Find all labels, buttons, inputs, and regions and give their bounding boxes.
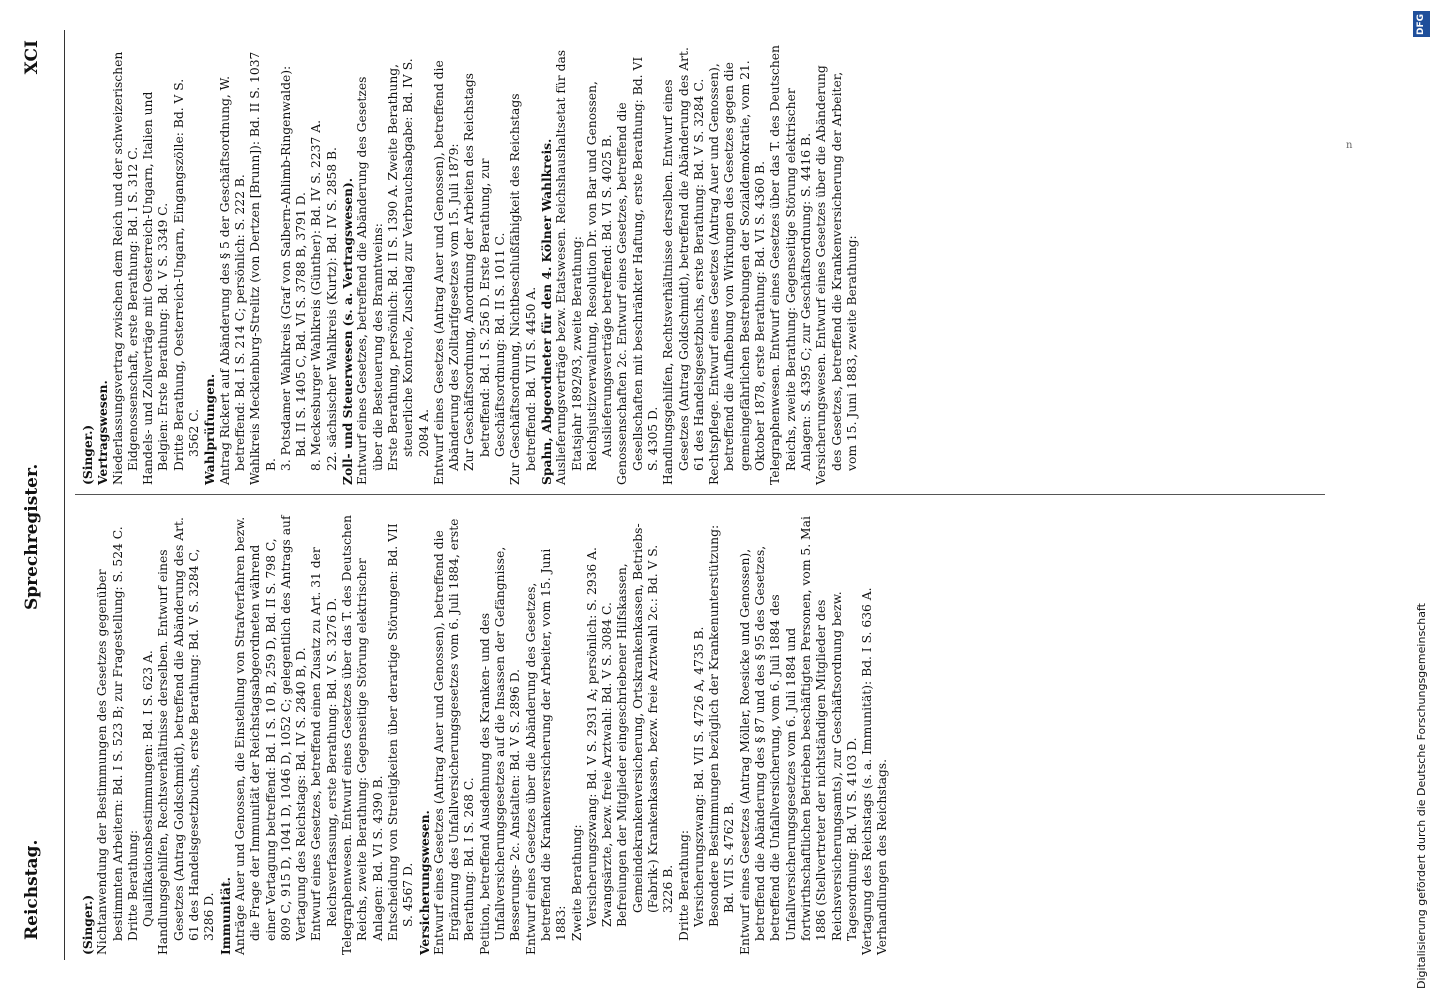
register-entry: Besondere Bestimmungen bezüglich der Krankenunterstützung: Bd. VII S. 4762 B. <box>707 524 737 927</box>
register-entry: Handlungsgehilfen, Rechtsverhältnisse derselben. Entwurf eines Gesetzes (Antrag Goldschmidt), betreffend die Abänderung des Art. 61 des Handelsgesetzbuchs, erste Berathung: Bd. V S. 3284 C. <box>661 47 706 485</box>
register-entry: 8. Meckesburger Wahlkreis (Günther): Bd. IV S. 2237 A. <box>309 119 324 471</box>
right-column <box>80 45 860 485</box>
left-column <box>80 515 891 955</box>
register-entry: Dritte Berathung: <box>125 830 140 941</box>
register-entry: 22. sächsischer Wahlkreis (Kurtz): Bd. IV S. 2858 B. <box>324 147 339 471</box>
register-heading: Immunität. <box>217 877 233 955</box>
column-divider <box>75 494 1325 495</box>
dfg-sidebar <box>1411 5 1432 995</box>
header-rule <box>64 30 65 960</box>
register-entry: Telegraphenwesen. Entwurf eines Gesetzes über das T. des Deutschen Reichs, zweite Berathung: Gegenseitige Störung elektrischer Anlagen: Bd. VI S. 4390 B. <box>340 515 385 955</box>
register-entry: Versicherungswesen. Entwurf eines Gesetzes über die Abänderung des Gesetzes, betreffend die Krankenversicherung der Arbeiter, vom 15. Juni 1883, zweite Berathung: <box>814 65 859 485</box>
register-entry: Niederlassungsvertrag zwischen dem Reich und der schweizerischen Eidgenossenschaft, erste Berathung: Bd. I S. 312 C. <box>110 51 140 485</box>
register-entry: Nichtanwendung der Bestimmungen des Gesetzes gegenüber bestimmten Arbeitern: Bd. I S. 523 B; zur Fragestellung: S. 524 C. <box>95 526 125 955</box>
register-entry: Entwurf eines Gesetzes (Antrag Auer und Genossen), betreffend die Abänderung des Zolltarifgesetzes vom 15. Juli 1879: <box>431 60 462 485</box>
register-entry: Entscheidung von Streitigkeiten über derartige Störungen: Bd. VII S. 4567 D. <box>385 523 416 941</box>
register-entry: Entwurf eines Gesetzes (Antrag Auer und Genossen), betreffend die Ergänzung des Unfallversicherungsgesetzes vom 6. Juli 1884, erste Berathung: Bd. I S. 268 C. <box>431 518 477 955</box>
register-heading: Spahn, Abgeordneter für den 4. Kölner Wahlkreis. <box>538 138 554 485</box>
header-center: Sprechregister. <box>22 463 42 610</box>
register-heading: Wahlprüfungen. <box>202 373 218 485</box>
header-page-number: XCI <box>22 40 42 75</box>
register-heading: (Singer.) <box>80 894 95 955</box>
register-entry: Rechtspflege. Entwurf eines Gesetzes (Antrag Auer und Genossen), betreffend die Aufhebung von Wirkungen des Gesetzes gegen die gemeingefährlichen Bestrebungen der Sozialdemokratie, vom 21. Oktober 1878, erste Berathung: Bd. VI S. 4360 B. <box>707 60 768 485</box>
dfg-logo: DFG <box>1413 11 1430 37</box>
register-entry: Anträge Auer und Genossen, die Einstellung von Strafverfahren bezw. die Frage der Immunität der Reichstagsabgeordneten während einer Vertagung betreffend: Bd. I S. 10 B, 259 D, Bd. II S. 798 C, 809 C, 915 D, 1041 D, 1046 D, 1052 C; gelegentlich des Antrags auf Vertagung des Reichstags: Bd. IV S. 2840 B, D. <box>232 515 309 955</box>
register-entry: Entwurf eines Gesetzes, betreffend einen Zusatz zu Art. 31 der Reichsverfassung, erste Berathung: Bd. V S. 3276 D. <box>309 547 339 941</box>
register-heading: Vertragswesen. <box>95 380 111 485</box>
register-entry: Befreiungen der Mitglieder eingeschriebener Hilfskassen, Gemeindekrankenversicherung, Ortskrankenkassen, Betriebs- (Fabrik-) Krankenkassen, bezw. freie Arztwahl 2c.: Bd. V S. 3226 B. <box>615 523 676 927</box>
register-entry: Petition, betreffend Ausdehnung des Kranken- und des Unfallversicherungsgesetzes auf die Insassen der Gefängnisse, Besserungs- 2c. Anstalten: Bd. V S. 2896 D. <box>477 546 523 955</box>
register-entry: Zur Geschäftsordnung, Nichtbeschlußfähigkeit des Reichstags betreffend: Bd. VII S. 4450 A. <box>508 93 538 485</box>
register-entry: Handlungsgehilfen, Rechtsverhältnisse derselben. Entwurf eines Gesetzes (Antrag Goldschmidt), betreffend die Abänderung des Art. 61 des Handelsgesetzbuchs, erste Berathung: Bd. V S. 3284 C, 3286 D. <box>156 517 217 955</box>
register-entry: Versicherungszwang: Bd. VII S. 4726 A, 4735 B. <box>691 626 706 927</box>
register-entry: Verhandlungen des Reichstags. <box>875 758 890 955</box>
register-entry: Genossenschaften 2c. Entwurf eines Gesetzes, betreffend die Gesellschaften mit beschränkter Haftung, erste Berathung: Bd. VI S. 4305 D. <box>615 56 660 485</box>
register-entry: Vertagung des Reichstags (s. a. Immunität): Bd. I S. 636 A. <box>860 587 875 955</box>
register-heading: Zoll- und Steuerwesen (s. a. Vertragswesen). <box>340 177 356 485</box>
register-entry: Handels- und Zollverträge mit Oesterreich-Ungarn, Italien und Belgien: Erste Berathung: Bd. V S. 3349 C. <box>141 91 171 485</box>
register-entry: Antrag Rickert auf Abänderung des § 5 der Geschäftsordnung, W. betreffend: Bd. I S. 214 C; persönlich: S. 222 B. <box>217 75 247 485</box>
register-entry: Zweite Berathung: <box>569 824 584 941</box>
funding-note: Digitalisierung gefördert durch die Deutsche Forschungsgemeinschaft <box>1415 603 1428 989</box>
register-entry: Dritte Berathung: <box>676 830 691 941</box>
register-entry: Telegraphenwesen. Entwurf eines Gesetzes über das T. des Deutschen Reichs, zweite Berathung: Gegenseitige Störung elektrischer Anlagen: S. 4395 C; zur Geschäftsordnung: S. 4416 B. <box>768 45 813 485</box>
register-entry: Entwurf eines Gesetzes (Antrag Möller, Roesicke und Genossen), betreffend die Abänderung des § 87 und des § 95 des Gesetzes, betreffend die Unfallversicherung, vom 6. Juli 1884 des Unfallversicherungsgesetzes vom 6. Juli 1884 und fortwirthschaftlichen Betrieben beschäftigten Personen, vom 5. Mai 1886 (Stellvertreter der nichtständigen Mitglieder des Reichsversicherungsamts), zur Geschäftsordnung bezw. Tagesordnung: Bd. VI S. 4103 D. <box>737 516 859 955</box>
register-entry: Zwangsärzte, bezw. freie Arztwahl: Bd. V S. 3084 C. <box>600 602 615 927</box>
register-entry: Wahlkreis Mecklenburg-Strelitz (von Dertzen [Brunn]): Bd. II S. 1037 B. <box>248 51 278 485</box>
register-heading: Versicherungswesen. <box>416 810 432 955</box>
register-entry: Versicherungszwang: Bd. V S. 2931 A; persönlich: S. 2936 A. <box>584 547 599 927</box>
register-entry: Entwurf eines Gesetzes über die Abänderung des Gesetzes, betreffend die Krankenversicherung der Arbeiter, vom 15. Juni 1883: <box>523 548 569 955</box>
register-entry: Dritte Berathung, Oesterreich-Ungarn, Eingangszölle: Bd. V S. 3562 C. <box>171 78 202 471</box>
register-entry: Qualifikationsbestimmungen: Bd. I S. 623 A. <box>141 650 156 927</box>
register-heading: (Singer.) <box>80 424 95 485</box>
page-header <box>22 30 50 960</box>
header-left: Reichstag. <box>22 839 42 940</box>
register-entry: Erste Berathung, persönlich: Bd. II S. 1390 A. Zweite Berathung, steuerliche Kontrole, Zuschlag zur Verbrauchsabgabe: Bd. IV S. 2084 A. <box>385 58 431 471</box>
register-entry: Auslieferungsverträge bezw. Etatswesen. Reichshaushaltsetat für das Etatsjahr 1892/93, zweite Berathung: <box>554 49 584 485</box>
margin-mark: n <box>1346 140 1353 151</box>
register-entry: Reichsjustizverwaltung, Resolution Dr. von Bar und Genossen, Auslieferungsverträge betreffend: Bd. VI S. 4025 B. <box>584 81 615 471</box>
register-entry: 3. Potsdamer Wahlkreis (Graf von Salbern-Ahlimb-Ringenwalde): Bd. II S. 1405 C, Bd. VI S. 3788 B, 3791 D. <box>278 65 309 471</box>
register-entry: Entwurf eines Gesetzes, betreffend die Abänderung des Gesetzes über die Besteuerung des Branntweins: <box>355 76 385 485</box>
register-entry: Zur Geschäftsordnung, Anordnung der Arbeiten des Reichstags betreffend: Bd. I S. 256 D. Erste Berathung, zur Geschäftsordnung: Bd. II S. 1011 C. <box>462 73 508 471</box>
